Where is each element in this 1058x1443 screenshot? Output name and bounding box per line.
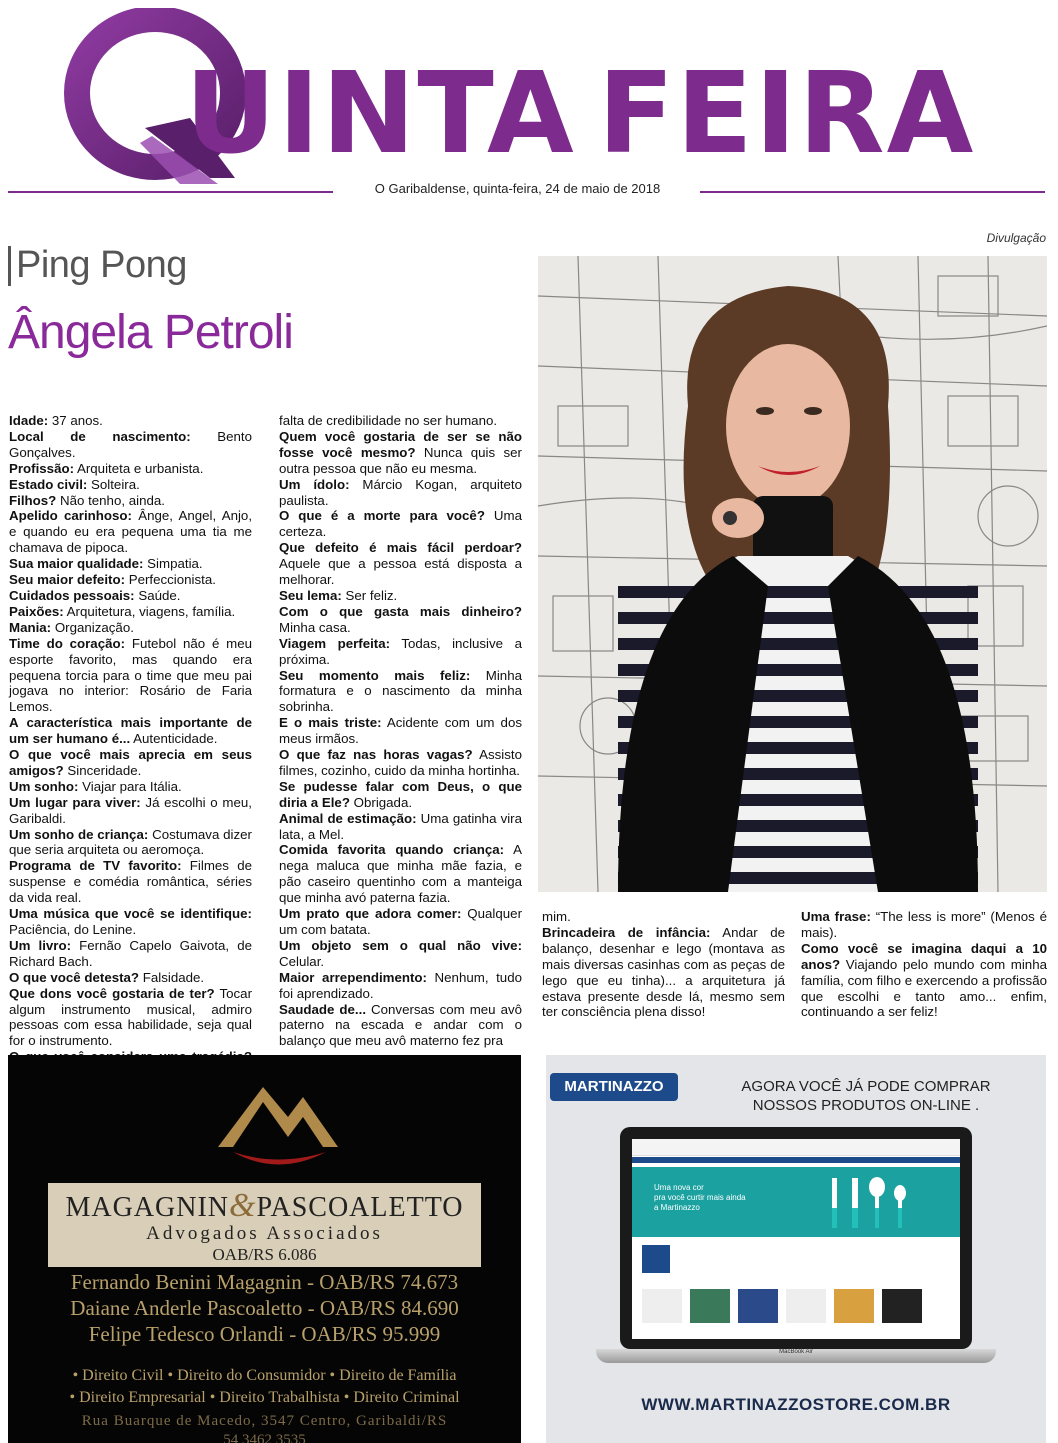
practice-areas-line-2: • Direito Empresarial • Direito Trabalhista • Direito Criminal (69, 1389, 460, 1406)
interview-entry (279, 604, 522, 636)
masthead-word-1: UINTA (185, 49, 576, 179)
interview-question: Viagem perfeita: (279, 635, 391, 651)
interview-question: Comida favorita quando criança: (279, 842, 505, 858)
interview-column-4 (801, 909, 1047, 1020)
header-rule-right (700, 191, 1045, 193)
interview-answer: Bento Gonçalves. (9, 428, 252, 460)
interview-entry (9, 461, 252, 477)
firm-name (48, 1187, 481, 1225)
interview-question: O que é a morte para você? (279, 508, 485, 524)
header-rule-left (8, 191, 333, 193)
firm-name-plate (48, 1183, 481, 1245)
interview-question: Paixões: (9, 603, 64, 619)
interview-answer: Filmes de suspense e comédia romântica, séries da vida real. (9, 858, 252, 906)
interview-answer: Perfeccionista. (125, 572, 216, 588)
interview-entry (279, 429, 522, 477)
interview-answer: Celular. (279, 953, 325, 969)
interview-answer: Minha formatura e o nascimento da minha sobrinha. (279, 667, 522, 715)
portrait-illustration (538, 256, 1047, 892)
interview-answer: falta de credibilidade no ser humano. (279, 413, 498, 428)
interview-entry (542, 925, 785, 1020)
firm-subtitle: Advogados Associados (146, 1223, 383, 1244)
interview-question: Cuidados pessoais: (9, 587, 135, 603)
interview-column-2 (279, 413, 522, 1049)
lawyer-1: Fernando Benini Magagnin - OAB/RS 74.673 (70, 1270, 459, 1294)
interview-entry (279, 970, 522, 1002)
interview-question: Um lugar para viver: (9, 794, 141, 810)
interview-entry (279, 906, 522, 938)
interview-entry (279, 1002, 522, 1050)
firm-name-2: PASCOALETTO (256, 1192, 464, 1223)
interview-answer: Viajando pelo mundo com minha família, com filho e exercendo a profissão que escolhi e tanto amo... enfim, continuando a ser feliz! (801, 956, 1047, 1020)
interview-entry (279, 477, 522, 509)
interview-answer: Já escolhi o meu, Garibaldi. (9, 794, 252, 826)
interview-entry (9, 636, 252, 716)
interview-question: Seu maior defeito: (9, 572, 125, 588)
interview-answer: Márcio Kogan, arquiteto paulista. (279, 476, 522, 508)
cutlery-icon (822, 1173, 942, 1233)
interview-entry (279, 508, 522, 540)
practice-areas (8, 1365, 521, 1409)
interview-entry (9, 508, 252, 556)
laptop-screen-frame (620, 1127, 972, 1349)
store-url[interactable]: WWW.MARTINAZZOSTORE.COM.BR (641, 1395, 951, 1414)
interview-entry (9, 906, 252, 938)
interview-question: Profissão: (9, 460, 75, 476)
headline-line-2: NOSSOS PRODUTOS ON-LINE . (752, 1097, 980, 1114)
interview-entry (279, 779, 522, 811)
brand-logo: MARTINAZZO (550, 1073, 678, 1101)
interview-answer: Viajar para Itália. (78, 778, 182, 794)
interview-question: Idade: (9, 413, 49, 428)
interview-answer: Arquiteta e urbanista. (74, 460, 204, 476)
banner-line-2: pra você curtir mais ainda (654, 1193, 746, 1202)
interview-question: O que você mais aprecia em seus amigos? (9, 747, 252, 778)
interview-question: Um sonho de criança: (9, 826, 149, 842)
interview-answer: Uma certeza. (279, 508, 522, 540)
interview-question: Que dons você gostaria de ter? (9, 985, 215, 1001)
firm-name-1: MAGAGNIN (65, 1192, 230, 1223)
interview-answer: mim. (542, 909, 571, 924)
interview-answer: 37 anos. (48, 413, 103, 428)
interview-answer: Simpatia. (143, 556, 203, 572)
interview-answer: Tocar algum instrumento musical, admiro pessoas com essa habilidade, seja qual for o instrumento. (9, 985, 253, 1049)
interview-answer: “The less is more” (Menos é mais). (801, 909, 1047, 940)
interview-column-3 (542, 909, 785, 1020)
interview-entry (9, 604, 252, 620)
interview-question: Brincadeira de infância: (542, 924, 711, 940)
interviewee-name: Ângela Petroli (8, 306, 293, 359)
interview-answer: A nega maluca que minha mãe fazia, e pão caseiro quentinho com a manteiga que minha avó paterna fazia. (279, 842, 522, 906)
laptop-screen (632, 1139, 960, 1339)
interview-entry (9, 858, 252, 906)
interview-question: Um ídolo: (279, 476, 350, 492)
interview-answer: Nunca quis ser outra pessoa que não eu mesma. (279, 444, 522, 476)
interview-answer: Todas, inclusive a próxima. (279, 635, 522, 667)
interview-answer: Paciência, do Lenine. (9, 922, 137, 937)
interview-question: Uma música que você se identifique: (9, 906, 252, 922)
interview-entry (279, 715, 522, 747)
interview-question: Maior arrependimento: (279, 969, 427, 985)
site-header (632, 1139, 960, 1156)
laptop-model: MacBook Air (779, 1349, 813, 1355)
interview-entry (279, 842, 522, 906)
interview-question: Sua maior qualidade: (9, 556, 144, 572)
interview-answer: Saúde. (134, 587, 181, 603)
interview-entry (279, 811, 522, 843)
interview-answer: Nenhum, tudo foi aprendizado. (279, 969, 522, 1001)
interview-question: Animal de estimação: (279, 810, 417, 826)
interview-answer: Falsidade. (139, 969, 205, 985)
interview-entry (542, 909, 785, 925)
law-firm-ad[interactable] (8, 1055, 521, 1443)
interview-answer: Organização. (51, 619, 134, 635)
interview-entry (9, 795, 252, 827)
interview-question: E o mais triste: (279, 715, 382, 731)
interview-entry (9, 588, 252, 604)
interview-entry (801, 941, 1047, 1021)
interview-answer: Solteira. (87, 476, 140, 492)
photo-credit: Divulgação (986, 231, 1046, 245)
interview-question: Apelido carinhoso: (9, 508, 132, 524)
interview-entry (9, 477, 252, 493)
section-marker (8, 246, 11, 286)
firm-address: Rua Buarque de Macedo, 3547 Centro, Garibaldi/RS (81, 1413, 448, 1429)
interview-question: Saudade de... (279, 1001, 367, 1017)
section-title: Ping Pong (16, 244, 187, 286)
interview-answer: Uma gatinha vira lata, a Mel. (279, 810, 522, 842)
interview-entry (279, 668, 522, 716)
banner-line-1: Uma nova cor (654, 1183, 704, 1192)
interview-answer: Andar de balanço, desenhar e lego (montava as mais diversas casinhas com as peças de lego que eu tinha)... a arquitetura já estava presente desde lá, mesmo sem ter consciência plena disso! (542, 924, 785, 1020)
interview-answer: Não tenho, ainda. (56, 492, 165, 508)
interview-entry (279, 636, 522, 668)
interview-answer: Costumava dizer que seria arquiteta ou aeromoça. (9, 826, 252, 858)
interview-entry (9, 413, 252, 429)
interview-question: Com o que gasta mais dinheiro? (279, 603, 522, 619)
interview-entry (9, 429, 252, 461)
interview-question: O que você detesta? (9, 969, 140, 985)
interview-question: Um objeto sem o qual não vive: (279, 937, 522, 953)
interview-question: Seu lema: (279, 587, 342, 603)
portrait-photo (538, 256, 1047, 892)
interview-entry (9, 970, 252, 986)
site-nav (632, 1157, 960, 1163)
firm-oab: OAB/RS 6.086 (48, 1245, 481, 1267)
interview-entry (801, 909, 1047, 941)
interview-question: Local de nascimento: (9, 428, 191, 444)
interview-column-1 (9, 413, 252, 1081)
interview-entry (9, 747, 252, 779)
interview-question: Time do coração: (9, 635, 126, 651)
firm-phone: 54 3462 3535 (223, 1432, 306, 1443)
interview-entry (9, 493, 252, 509)
banner-line-3: a Martinazzo (654, 1203, 700, 1212)
interview-answer: Acidente com um dos meus irmãos. (279, 715, 522, 747)
firm-amp: & (229, 1187, 257, 1224)
interview-answer: Conversas com meu avô paterno na escada e andar com o balanço que meu avô materno fez pra (279, 1001, 523, 1049)
interview-entry (279, 413, 522, 429)
interview-question: Estado civil: (9, 476, 88, 492)
interview-answer: Obrigada. (349, 794, 413, 810)
interview-question: O que faz nas horas vagas? (279, 747, 473, 763)
interview-question: Seu momento mais feliz: (279, 667, 471, 683)
masthead-title (185, 49, 976, 179)
interview-entry (279, 938, 522, 970)
dateline: O Garibaldense, quinta-feira, 24 de maio de 2018 (374, 181, 661, 196)
interview-entry (279, 747, 522, 779)
interview-question: Que defeito é mais fácil perdoar? (279, 540, 522, 556)
interview-answer: Assisto filmes, cozinho, cuido da minha hortinha. (279, 747, 522, 778)
interview-entry (279, 588, 522, 604)
interview-answer: Ânge, Angel, Anjo, e quando eu era pequena uma tia me chamava de pipoca. (9, 508, 253, 556)
category-tile (642, 1245, 670, 1273)
practice-areas-line-1: • Direito Civil • Direito do Consumidor • Direito de Família (72, 1367, 457, 1384)
interview-answer: Futebol não é meu esporte favorito, mas quando era pequena torcia para o time que meu pai jogava no interior: Rosário de Faria Lemos. (9, 635, 252, 715)
interview-question: Programa de TV favorito: (9, 858, 182, 874)
interview-answer: Fernão Capelo Gaivota, de Richard Bach. (9, 937, 252, 969)
interview-answer: Sinceridade. (63, 762, 142, 778)
interview-question: Mania: (9, 619, 52, 635)
interview-entry (9, 986, 252, 1050)
product-strip (642, 1289, 950, 1327)
interview-entry (9, 938, 252, 970)
interview-answer: Autenticidade. (130, 731, 218, 747)
interview-answer: Minha casa. (279, 619, 351, 635)
interview-question: Quem você gostaria de ser se não fosse você mesmo? (279, 428, 522, 460)
interview-question: Uma frase: (801, 909, 871, 924)
lawyer-2: Daiane Anderle Pascoaletto - OAB/RS 84.690 (70, 1296, 459, 1320)
interview-entry (9, 779, 252, 795)
interview-question: Um sonho: (9, 778, 79, 794)
interview-entry (279, 540, 522, 588)
lawyer-3: Felipe Tedesco Orlandi - OAB/RS 95.999 (88, 1322, 441, 1346)
interview-entry (9, 715, 252, 747)
lawyer-list (8, 1269, 521, 1347)
interview-entry (9, 572, 252, 588)
interview-question: Filhos? (9, 492, 57, 508)
interview-question: Se pudesse falar com Deus, o que diria a Ele? (279, 778, 522, 810)
martinazzo-store-ad[interactable] (546, 1055, 1046, 1443)
banner-text (654, 1183, 746, 1213)
interview-entry (9, 556, 252, 572)
interview-entry (9, 827, 252, 859)
interview-question: Como você se imagina daqui a 10 anos? (801, 940, 1047, 972)
interview-question: Um prato que adora comer: (279, 906, 462, 922)
site-banner (632, 1167, 960, 1237)
interview-answer: Aquele que a pessoa está disposta a melhorar. (279, 556, 522, 588)
interview-question: A característica mais importante de um ser humano é... (9, 715, 252, 747)
store-headline (686, 1077, 1046, 1115)
mountain-logo-icon (208, 1067, 348, 1177)
interview-answer: Ser feliz. (341, 587, 398, 603)
interview-question: Um livro: (9, 937, 72, 953)
masthead-word-2: FEIRA (597, 49, 976, 179)
headline-line-1: AGORA VOCÊ JÁ PODE COMPRAR (741, 1078, 991, 1095)
interview-entry (9, 620, 252, 636)
interview-answer: Qualquer um com batata. (279, 906, 522, 937)
interview-answer: Arquitetura, viagens, família. (63, 603, 236, 619)
